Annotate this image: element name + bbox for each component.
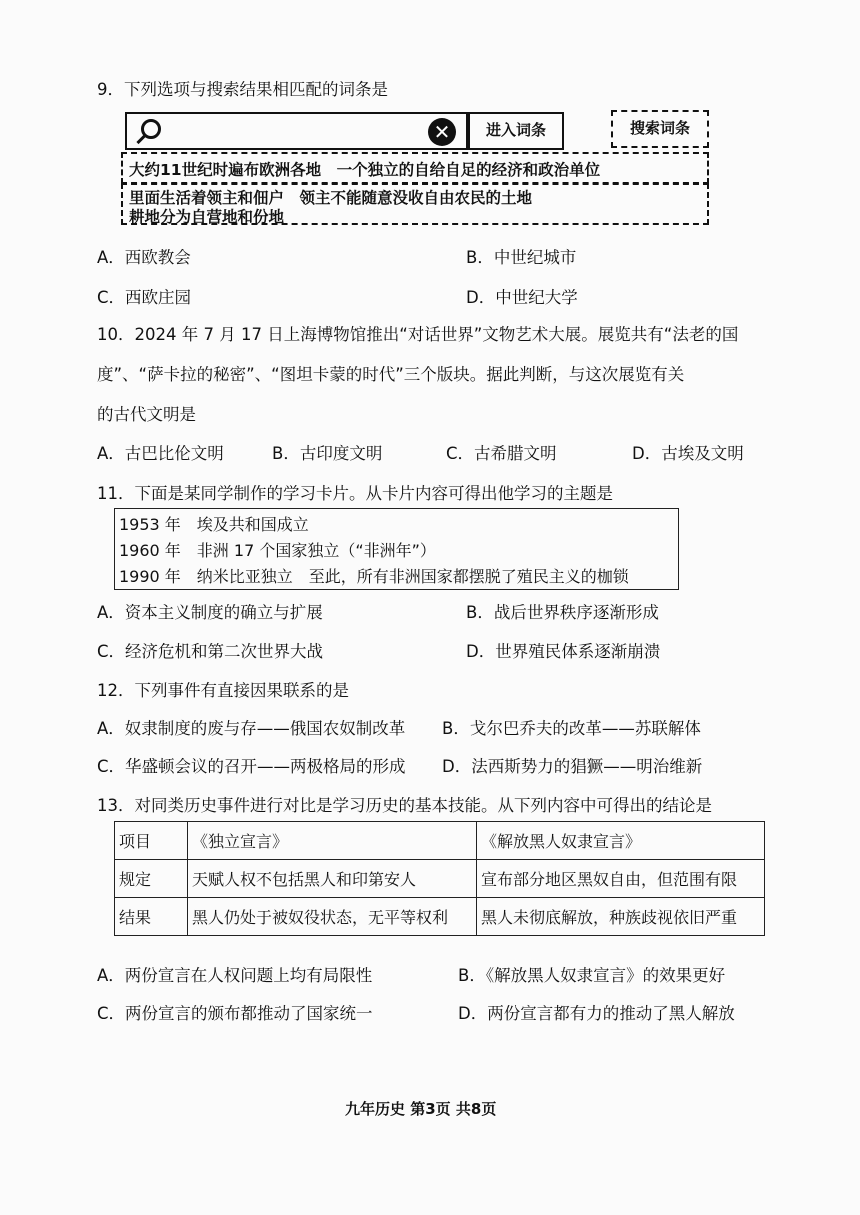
card-row-1960: 1960 年 非洲 17 个国家独立（“非洲年”） — [119, 541, 436, 560]
q13-option-d: D．两份宣言都有力的推动了黑人解放 — [458, 1004, 735, 1023]
q11-option-a: A．资本主义制度的确立与扩展 — [97, 603, 323, 622]
q9-option-a: A．西欧教会 — [97, 248, 191, 267]
q10-option-b: B．古印度文明 — [272, 444, 383, 463]
question-13-stem: 13．对同类历史事件进行对比是学习历史的基本技能。从下列内容中可得出的结论是 — [97, 796, 712, 815]
search-entry-button: 搜索词条 — [611, 110, 709, 148]
question-9-stem: 9．下列选项与搜索结果相匹配的词条是 — [97, 80, 388, 99]
table-cell: 结果 — [115, 898, 188, 936]
magnifier-icon — [141, 119, 161, 139]
table-header-cell: 项目 — [115, 822, 188, 860]
table-cell: 宣布部分地区黑奴自由，但范围有限 — [477, 860, 765, 898]
question-12-stem: 12．下列事件有直接因果联系的是 — [97, 681, 349, 700]
study-card — [114, 508, 679, 590]
q12-option-d: D．法西斯势力的猖獗——明治维新 — [442, 757, 703, 776]
q9-option-b: B．中世纪城市 — [466, 248, 577, 267]
q13-option-b: B．《解放黑人奴隶宣言》的效果更好 — [458, 966, 726, 985]
table-header-cell: 《解放黑人奴隶宣言》 — [477, 822, 765, 860]
question-10-stem-line-1: 10．2024 年 7 月 17 日上海博物馆推出“对话世界”文物艺术大展。展览共有“法老的国 — [97, 325, 739, 344]
table-cell: 规定 — [115, 860, 188, 898]
table-row — [115, 860, 765, 898]
search-result-2 — [121, 183, 709, 225]
card-row-1953: 1953 年 埃及共和国成立 — [119, 515, 309, 534]
q9-option-c: C．西欧庄园 — [97, 288, 192, 307]
clear-icon: ✕ — [428, 118, 456, 146]
question-11-stem: 11．下面是某同学制作的学习卡片。从卡片内容可得出他学习的主题是 — [97, 484, 613, 503]
search-result-line-2: 里面生活着领主和佃户 领主不能随意没收自由农民的土地 — [129, 189, 533, 207]
q13-option-c: C．两份宣言的颁布都推动了国家统一 — [97, 1004, 373, 1023]
q10-option-c: C．古希腊文明 — [446, 444, 557, 463]
page-footer: 九年历史 第3页 共8页 — [345, 1100, 497, 1118]
table-header-cell: 《独立宣言》 — [188, 822, 477, 860]
q11-option-b: B．战后世界秩序逐渐形成 — [466, 603, 659, 622]
search-result-line-1: 大约11世纪时遍布欧洲各地 一个独立的自给自足的经济和政治单位 — [129, 161, 601, 179]
table-cell: 黑人仍处于被奴役状态，无平等权利 — [188, 898, 477, 936]
q12-option-c: C．华盛顿会议的召开——两极格局的形成 — [97, 757, 406, 776]
q11-option-c: C．经济危机和第二次世界大战 — [97, 642, 324, 661]
table-row — [115, 898, 765, 936]
table-cell: 天赋人权不包括黑人和印第安人 — [188, 860, 477, 898]
comparison-table — [114, 821, 765, 936]
q11-option-d: D．世界殖民体系逐渐崩溃 — [466, 642, 661, 661]
q12-option-a: A．奴隶制度的废与存——俄国农奴制改革 — [97, 719, 406, 738]
q10-option-a: A．古巴比伦文明 — [97, 444, 224, 463]
card-row-1990: 1990 年 纳米比亚独立 至此，所有非洲国家都摆脱了殖民主义的枷锁 — [119, 567, 629, 586]
question-10-stem-line-3: 的古代文明是 — [97, 405, 196, 424]
q12-option-b: B．戈尔巴乔夫的改革——苏联解体 — [442, 719, 701, 738]
search-input-box — [125, 112, 468, 150]
table-cell: 黑人未彻底解放，种族歧视依旧严重 — [477, 898, 765, 936]
table-header-row — [115, 822, 765, 860]
q9-option-d: D．中世纪大学 — [466, 288, 578, 307]
question-10-stem-line-2: 度”、“萨卡拉的秘密”、“图坦卡蒙的时代”三个版块。据此判断，与这次展览有关 — [97, 365, 685, 384]
enter-entry-button: 进入词条 — [468, 112, 564, 150]
search-result-1 — [121, 152, 709, 184]
q13-option-a: A．两份宣言在人权问题上均有局限性 — [97, 966, 373, 985]
q10-option-d: D．古埃及文明 — [632, 444, 744, 463]
search-result-line-3: 耕地分为自营地和份地 — [129, 208, 285, 226]
